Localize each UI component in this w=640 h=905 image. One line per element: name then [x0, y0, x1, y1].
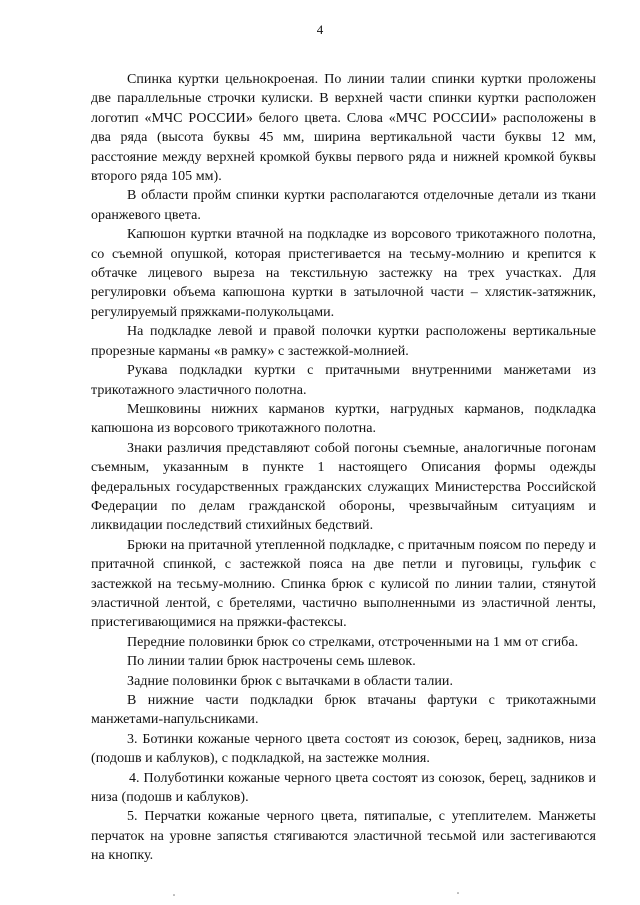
- paragraph-armhole-trim: В области пройм спинки куртки располагаются отделочные детали из ткани оранжевого цвета.: [91, 188, 596, 223]
- document-body: [91, 70, 596, 866]
- paragraph-item-4-shoes: 4. Полуботинки кожаные черного цвета состоят из союзок, берец, задников и низа (подошв и каблуков).: [91, 770, 596, 806]
- scan-specks: [0, 885, 640, 905]
- paragraph-back-of-jacket: Спинка куртки цельнокроеная. По линии талии спинки куртки проложены две параллельные строчки кулиски. В верхней части спинки куртки расположен логотип «МЧС РОССИИ» белого цвета. Слова «МЧС РОССИИ» расположены в два ряда (высота буквы 45 мм, ширина вертикальной части буквы 12 мм, расстояние между верхней кромкой буквы первого ряда и нижней кромкой буквы второго ряда 105 мм).: [91, 72, 596, 185]
- paragraph-trousers: Брюки на притачной утепленной подкладке, с притачным поясом по переду и притачной спинкой, с застежкой пояса на две петли и пуговицы, гульфик с застежкой на тесьму-молнию. Спинка брюк с кулисой по линии талии, стянутой эластичной лентой, с бретелями, частично выполненными из эластичной ленты, пристегивающимися на пряжки-фастексы.: [91, 537, 596, 631]
- paragraph-pocket-bags: Мешковины нижних карманов куртки, нагрудных карманов, подкладка капюшона из ворсового трикотажного полотна.: [91, 401, 596, 437]
- paragraph-hood: Капюшон куртки втачной на подкладке из ворсового трикотажного полотна, со съемной опушкой, которая пристегивается на тесьму-молнию и крепится к обтачке лицевого выреза на текстильную застежку на трех участках. Для регулировки объема капюшона куртки в затылочной части – хлястик-затяжник, регулируемый пряжками-полукольцами.: [91, 227, 596, 320]
- paragraph-back-halves: Задние половинки брюк с вытачками в области талии.: [127, 673, 453, 689]
- paragraph-belt-loops: По линии талии брюк настрочены семь шлевок.: [127, 654, 416, 670]
- page-number: 4: [316, 22, 324, 37]
- paragraph-sleeve-lining: Рукава подкладки куртки с притачными внутренними манжетами из трикотажного эластичного полотна.: [91, 363, 596, 398]
- paragraph-lining-pockets: На подкладке левой и правой полочки куртки расположены вертикальные прорезные карманы «в рамку» с застежкой-молнией.: [91, 324, 596, 359]
- paragraph-front-halves: Передние половинки брюк со стрелками, отстроченными на 1 мм от сгиба.: [127, 634, 579, 650]
- paragraph-insignia: Знаки различия представляют собой погоны съемные, аналогичные погонам съемным, указанным в пункте 1 настоящего Описания формы одежды федеральных государственных гражданских служащих Министерства Российской Федерации по делам гражданской обороны, чрезвычайным ситуациям и ликвидации последствий стихийных бедствий.: [91, 440, 596, 534]
- paragraph-trouser-aprons: В нижние части подкладки брюк втачаны фартуки с трикотажными манжетами-напульсниками.: [91, 693, 596, 728]
- paragraph-item-3-boots: 3. Ботинки кожаные черного цвета состоят из союзок, берец, задников, низа (подошв и каблуков), с подкладкой, на застежке молния.: [91, 731, 596, 767]
- paragraph-item-5-gloves: 5. Перчатки кожаные черного цвета, пятипалые, с утеплителем. Манжеты перчаток на уровне запястья стягиваются эластичной тесьмой или застегиваются на кнопку.: [91, 809, 596, 864]
